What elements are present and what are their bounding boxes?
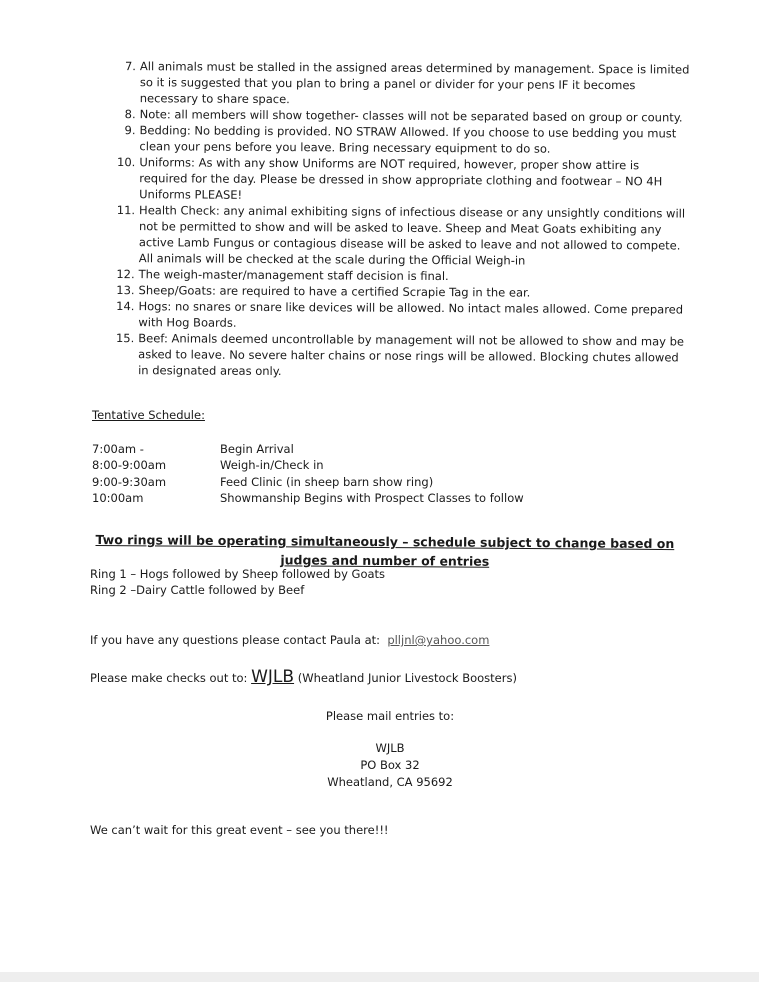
mail-line-2: PO Box 32 <box>360 758 420 772</box>
schedule-heading: Tentative Schedule: <box>92 408 205 422</box>
rule-11 <box>109 202 689 270</box>
rules-list <box>108 58 690 382</box>
checks-org: WJLB <box>251 667 295 687</box>
rule-text: The weigh-master/management staff decision is final. <box>138 267 449 284</box>
rule-text: Sheep/Goats: are required to have a certified Scrapie Tag in the ear. <box>138 283 531 300</box>
rule-number: 8. <box>124 107 136 122</box>
schedule-event: Begin Arrival <box>220 442 294 456</box>
rule-text: Note: all members will show together- classes will not be separated based on group or county. <box>139 107 683 125</box>
rule-number: 15. <box>115 331 135 346</box>
closing-line: We can’t wait for this great event – see you there!!! <box>90 823 389 837</box>
schedule-time: 7:00am - <box>92 442 144 456</box>
rule-text: Hogs: no snares or snare like devices will be allowed. No intact males allowed. Come prepared with Hog Boards. <box>138 299 684 330</box>
rule-14 <box>108 298 688 334</box>
schedule-row <box>92 442 294 456</box>
schedule-row <box>92 491 524 505</box>
rule-number: 9. <box>124 123 136 138</box>
checks-prefix: Please make checks out to: <box>90 671 248 685</box>
rule-number: 7. <box>124 59 136 74</box>
schedule-event: Showmanship Begins with Prospect Classes to follow <box>220 491 524 505</box>
schedule-event: Weigh-in/Check in <box>220 458 324 472</box>
rule-10 <box>109 154 689 206</box>
rule-9 <box>109 122 689 158</box>
schedule-time: 8:00-9:00am <box>92 458 167 472</box>
page-edge <box>0 972 759 982</box>
mail-line-1: WJLB <box>375 741 405 755</box>
rule-number: 14. <box>116 299 135 314</box>
contact-email-link[interactable]: plljnl@yahoo.com <box>387 633 490 647</box>
rule-number: 11. <box>116 203 136 218</box>
contact-text: If you have any questions please contact Paula at: <box>90 633 380 647</box>
rule-text: All animals must be stalled in the assigned areas determined by management. Space is limited so it is suggested that you plan to bring a panel or divider for your pens IF it becomes necessary to share space. <box>139 59 690 107</box>
schedule-time: 9:00-9:30am <box>92 475 167 489</box>
ring-2-line: Ring 2 –Dairy Cattle followed by Beef <box>90 583 305 597</box>
schedule-row <box>92 475 433 489</box>
rule-number: 13. <box>116 283 135 298</box>
ring-1-line: Ring 1 – Hogs followed by Sheep followed by Goats <box>90 567 386 581</box>
mail-heading: Please mail entries to: <box>325 709 455 723</box>
rule-text: Health Check: any animal exhibiting signs of infectious disease or any unsightly conditions will not be permitted to show and will be asked to leave. Sheep and Meat Goats exhibiting any active Lamb Fungus or contagious disease will be asked to leave and not allowed to compete. All animals will be checked at the scale during the Official Weigh-in <box>138 203 686 268</box>
rule-text: Uniforms: As with any show Uniforms are NOT required, however, proper show attire is required for the day. Please be dressed in show appropriate clothing and footwear – NO 4H Uniforms PLEASE! <box>139 155 663 202</box>
checks-line <box>90 667 517 687</box>
rule-number: 10. <box>117 155 136 170</box>
contact-line <box>90 633 489 647</box>
rule-text: Beef: Animals deemed uncontrollable by management will not be allowed to show and may be asked to leave. No severe halter chains or nose rings will be allowed. Blocking chutes allowed in designated areas only. <box>138 331 685 379</box>
schedule-time: 10:00am <box>92 491 144 505</box>
rings-heading: Two rings will be operating simultaneously – schedule subject to change based on judges and number of entries <box>95 532 675 569</box>
rule-number: 12. <box>116 267 135 282</box>
rule-15 <box>108 330 688 382</box>
schedule-row <box>92 458 324 472</box>
rule-7 <box>110 58 690 110</box>
checks-org-full: (Wheatland Junior Livestock Boosters) <box>297 671 517 685</box>
rule-text: Bedding: No bedding is provided. NO STRAW Allowed. If you choose to use bedding you must clean your pens before you leave. Bring necessary equipment to do so. <box>139 123 677 156</box>
schedule-event: Feed Clinic (in sheep barn show ring) <box>220 475 434 489</box>
mail-line-3: Wheatland, CA 95692 <box>327 775 453 789</box>
